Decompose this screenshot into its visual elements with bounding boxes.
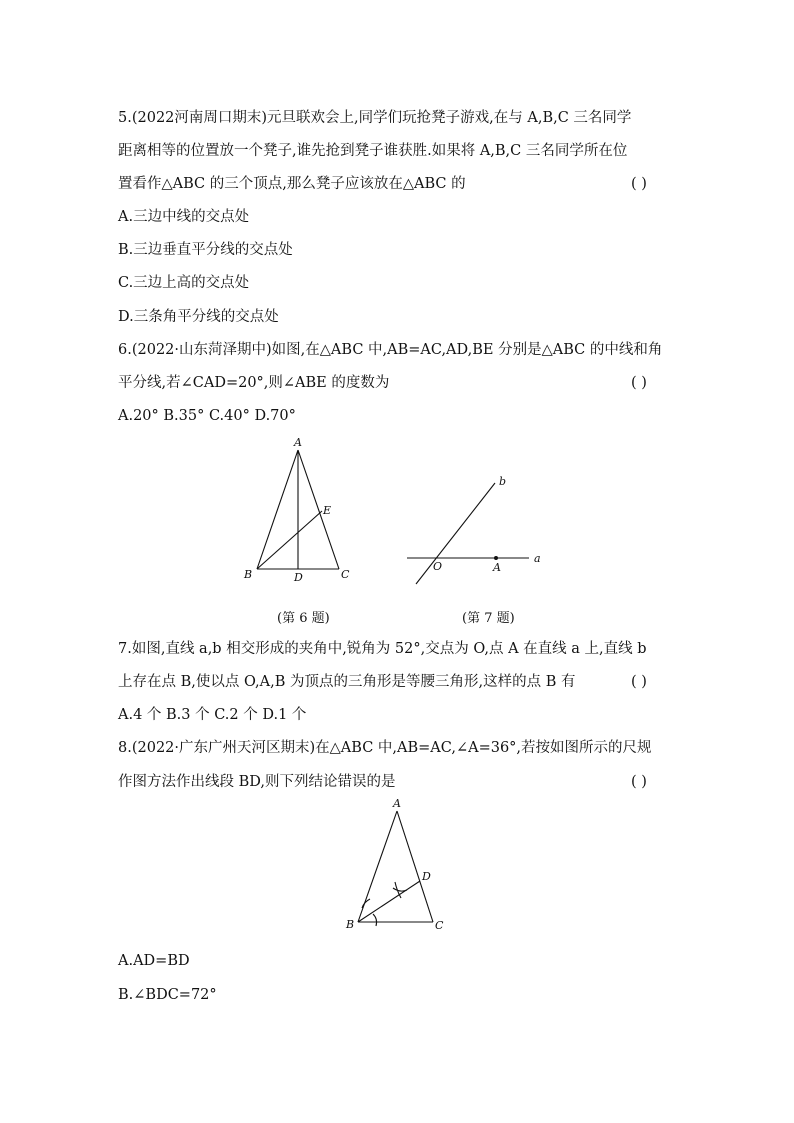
fig7-label-b: b: [499, 475, 507, 488]
figure-7-lines: [400, 470, 550, 590]
fig6-side-ac: [298, 450, 339, 569]
fig8-side-ab: [358, 811, 397, 922]
q7-options: A.4 个 B.3 个 C.2 个 D.1 个: [118, 707, 307, 723]
q8-option-b: B.∠BDC=72°: [118, 987, 217, 1003]
q8-text-line1: 8.(2022·广东广州天河区期末)在△ABC 中,AB=AC,∠A=36°,若按如图所示的尺规: [118, 740, 652, 756]
fig6-label-d: D: [294, 571, 303, 584]
fig6-label-e: E: [323, 504, 332, 517]
q5-option-c: C.三边上高的交点处: [118, 275, 250, 291]
q5-text-line1: 5.(2022河南周口期末)元旦联欢会上,同学们玩抢凳子游戏,在与 A,B,C 三名同学: [118, 110, 632, 126]
figure-6-caption: (第 6 题): [277, 611, 330, 626]
figure-6-triangle: [230, 430, 370, 590]
q5-option-d: D.三条角平分线的交点处: [118, 309, 279, 325]
fig8-side-ac: [397, 811, 433, 922]
q6-text-line2: 平分线,若∠CAD=20°,则∠ABE 的度数为: [118, 375, 390, 391]
fig7-label-point-a: A: [493, 561, 501, 574]
fig7-label-o: O: [433, 560, 443, 573]
q7-text-line2: 上存在点 B,使以点 O,A,B 为顶点的三角形是等腰三角形,这样的点 B 有: [118, 674, 576, 690]
fig7-line-b: [416, 483, 495, 584]
q6-text-line1: 6.(2022·山东菏泽期中)如图,在△ABC 中,AB=AC,AD,BE 分别是△ABC 的中线和角: [118, 342, 663, 358]
fig8-arc-cross-1: [393, 888, 407, 891]
q5-option-a: A.三边中线的交点处: [118, 209, 250, 225]
q5-answer-paren: ( ): [631, 176, 647, 192]
figure-7-caption: (第 7 题): [462, 611, 515, 626]
q8-answer-paren: ( ): [631, 774, 647, 790]
q6-answer-paren: ( ): [631, 375, 647, 391]
fig6-label-a: A: [294, 436, 302, 449]
fig8-arc-on-bc: [373, 914, 377, 926]
q6-options: A.20° B.35° C.40° D.70°: [118, 408, 296, 424]
figure-8-construction: [340, 795, 460, 940]
fig8-label-d: D: [422, 870, 431, 883]
q5-option-b: B.三边垂直平分线的交点处: [118, 242, 293, 258]
q8-text-line2: 作图方法作出线段 BD,则下列结论错误的是: [118, 774, 396, 790]
fig8-label-c: C: [435, 919, 444, 932]
fig6-label-c: C: [341, 568, 350, 581]
fig8-label-b: B: [346, 918, 355, 931]
fig8-label-a: A: [393, 797, 401, 810]
fig7-point-a-dot: [494, 556, 498, 560]
fig6-label-b: B: [244, 568, 253, 581]
q8-option-a: A.AD=BD: [118, 953, 190, 969]
fig8-segment-bd: [358, 881, 420, 922]
q7-text-line1: 7.如图,直线 a,b 相交形成的夹角中,锐角为 52°,交点为 O,点 A 在直线 a 上,直线 b: [118, 641, 647, 657]
q5-text-line3: 置看作△ABC 的三个顶点,那么凳子应该放在△ABC 的: [118, 176, 466, 192]
q7-answer-paren: ( ): [631, 674, 647, 690]
fig7-label-a-line: a: [534, 552, 541, 565]
q5-text-line2: 距离相等的位置放一个凳子,谁先抢到凳子谁获胜.如果将 A,B,C 三名同学所在位: [118, 143, 628, 159]
